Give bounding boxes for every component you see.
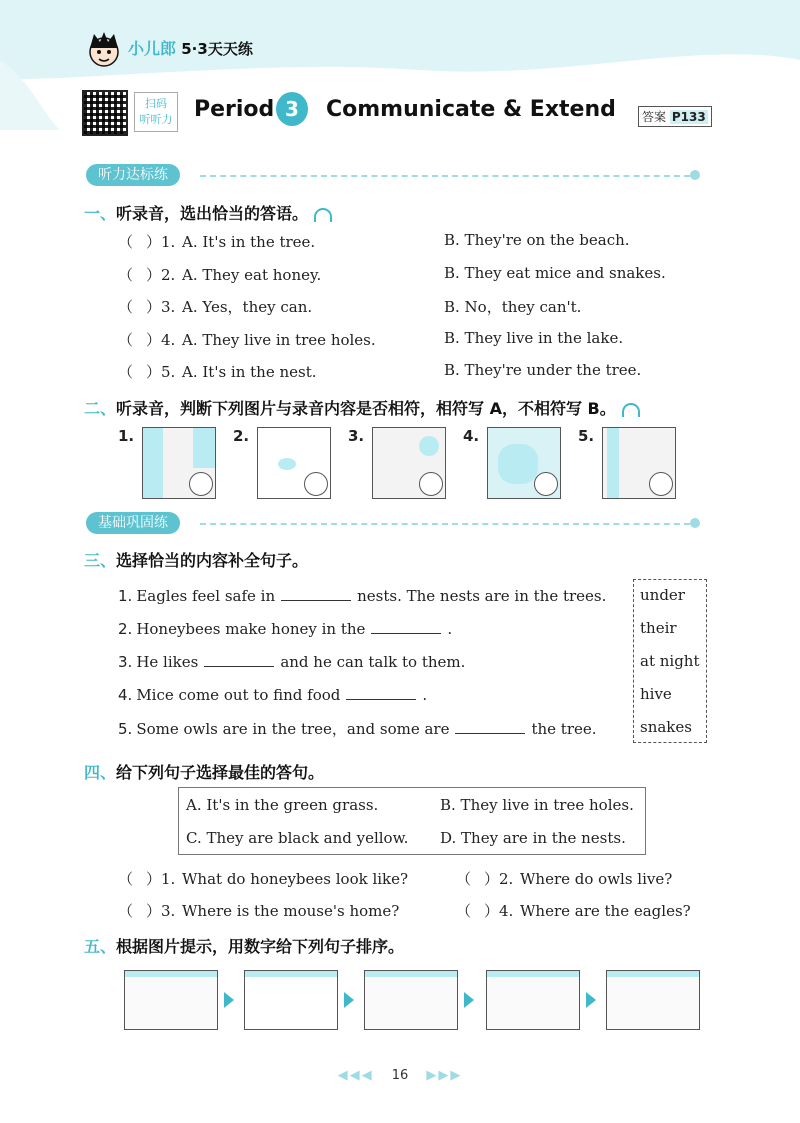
- brand-name: 小儿郎: [128, 39, 177, 58]
- q1-instruction: 听录音，选出恰当的答语。: [116, 204, 309, 223]
- q4-question: [456, 868, 672, 889]
- q3-sentence: [118, 685, 427, 704]
- question-number: ）1.: [146, 233, 176, 251]
- fill-blank[interactable]: [371, 619, 441, 634]
- footer-right-marks: ▶▶▶: [426, 1068, 463, 1083]
- divider-end-dot: [690, 170, 700, 180]
- answer-paren[interactable]: （: [118, 233, 134, 251]
- answer-paren[interactable]: （: [118, 298, 134, 316]
- q1-item: [118, 231, 315, 252]
- listen-text: 听听力: [139, 113, 173, 126]
- q1-item: [118, 329, 376, 350]
- q4-number: 四、: [84, 763, 117, 782]
- q3-number: 三、: [84, 551, 117, 570]
- q3-instruction: 选择恰当的内容补全句子。: [116, 551, 309, 570]
- option-b: B. They eat mice and snakes.: [444, 263, 666, 282]
- mascot-icon: [84, 30, 124, 72]
- question-number: ）5.: [146, 363, 176, 381]
- q3-sentence: [118, 586, 606, 605]
- option-d: D. They are in the nests.: [440, 829, 626, 847]
- story-picture-4: [486, 970, 580, 1030]
- q2-instruction: 听录音，判断下列图片与录音内容是否相符，相符写 A，不相符写 B。: [116, 399, 616, 418]
- next-arrow-icon: [464, 992, 474, 1008]
- eagle-nest-picture: [142, 427, 216, 499]
- sentence-pre: Mice come out to find food: [136, 686, 341, 704]
- question-number: ）4.: [484, 902, 514, 920]
- word-bank-item: snakes: [640, 718, 692, 736]
- sentence-post: .: [447, 620, 453, 638]
- q4-heading: [84, 760, 324, 783]
- sentence-number: 2.: [118, 620, 133, 638]
- q4-question: [118, 868, 408, 889]
- period-number-badge: 3: [276, 92, 308, 126]
- sentence-number: 1.: [118, 587, 133, 605]
- snakes-tree-picture: [372, 427, 446, 499]
- footer-left-marks: ◀◀◀: [337, 1068, 374, 1083]
- question-text: What do honeybees look like?: [182, 870, 409, 888]
- sentence-pre: He likes: [136, 653, 199, 671]
- q5-instruction: 根据图片提示，用数字给下列句子排序。: [116, 937, 405, 956]
- story-picture-1: [124, 970, 218, 1030]
- q1-item: [118, 361, 317, 382]
- answer-reference: [638, 106, 712, 127]
- question-number: ）3.: [146, 902, 176, 920]
- question-number: ）4.: [146, 330, 176, 349]
- answer-paren[interactable]: （: [118, 363, 134, 381]
- sentence-pre: Honeybees make honey in the: [136, 620, 366, 638]
- q2-heading: [84, 396, 640, 419]
- section-divider: [200, 175, 690, 177]
- scan-listen-label: [134, 92, 178, 132]
- question-number: ）1.: [146, 870, 176, 888]
- sentence-pre: Some owls are in the tree，and some are: [136, 720, 450, 738]
- sentence-pre: Eagles feel safe in: [136, 587, 276, 605]
- answer-label: 答案: [642, 110, 667, 124]
- answer-circle[interactable]: [419, 472, 443, 496]
- q5-heading: [84, 934, 404, 957]
- answer-circle[interactable]: [649, 472, 673, 496]
- question-text: Where do owls live?: [520, 870, 673, 888]
- q3-sentence: [118, 652, 465, 671]
- page-title: Communicate & Extend: [326, 97, 616, 122]
- option-a: A. Yes，they can.: [182, 298, 313, 316]
- q1-item: [118, 296, 312, 317]
- option-b: B. They're under the tree.: [444, 361, 642, 379]
- picture-label: 3.: [348, 427, 365, 445]
- answer-paren[interactable]: （: [118, 870, 134, 888]
- scan-text: 扫码: [145, 97, 167, 110]
- owl-tree-hole-picture: [602, 427, 676, 499]
- q3-heading: [84, 548, 308, 571]
- answer-circle[interactable]: [534, 472, 558, 496]
- q1-number: 一、: [84, 204, 117, 223]
- mouse-hole-picture: [487, 427, 561, 499]
- fill-blank[interactable]: [204, 652, 274, 667]
- answer-paren[interactable]: （: [456, 902, 472, 920]
- section-divider: [200, 523, 690, 525]
- picture-label: 2.: [233, 427, 250, 445]
- next-arrow-icon: [586, 992, 596, 1008]
- option-a: A. It's in the tree.: [182, 233, 316, 251]
- answer-circle[interactable]: [304, 472, 328, 496]
- fill-blank[interactable]: [346, 685, 416, 700]
- option-b: B. They're on the beach.: [444, 231, 630, 249]
- option-b: B. No，they can't.: [444, 298, 582, 316]
- option-a: A. It's in the nest.: [182, 363, 317, 381]
- sentence-post: nests. The nests are in the trees.: [357, 587, 607, 605]
- question-text: Where are the eagles?: [520, 902, 691, 920]
- period-label: Period: [194, 97, 275, 122]
- question-number: ）3.: [146, 298, 176, 316]
- section-tab-listening: 听力达标练: [86, 164, 180, 186]
- q4-instruction: 给下列句子选择最佳的答句。: [116, 763, 325, 782]
- q1-heading: [84, 201, 332, 224]
- section-tab-basic: 基础巩固练: [86, 512, 180, 534]
- fill-blank[interactable]: [281, 586, 351, 601]
- q4-question: [456, 900, 691, 921]
- story-picture-5: [606, 970, 700, 1030]
- sentence-number: 5.: [118, 720, 133, 738]
- brand-title: [128, 36, 253, 59]
- fill-blank[interactable]: [455, 719, 525, 734]
- answer-page: P133: [671, 110, 706, 124]
- option-b: B. They live in the lake.: [444, 328, 624, 347]
- picture-label: 4.: [463, 427, 480, 445]
- brand-series: 5·3天天练: [181, 40, 253, 58]
- word-bank-item: at night: [640, 652, 700, 670]
- question-text: Where is the mouse's home?: [182, 902, 400, 920]
- sentence-post: .: [422, 686, 428, 704]
- q5-number: 五、: [84, 937, 117, 956]
- sentence-post: and he can talk to them.: [280, 653, 466, 671]
- next-arrow-icon: [224, 992, 234, 1008]
- word-bank-item: hive: [640, 685, 672, 703]
- option-a: A. They live in tree holes.: [182, 330, 376, 349]
- option-b: B. They live in tree holes.: [440, 796, 634, 814]
- page-number: 16: [391, 1068, 409, 1083]
- word-bank-item: their: [640, 619, 677, 637]
- next-arrow-icon: [344, 992, 354, 1008]
- option-a: A. It's in the green grass.: [186, 796, 379, 814]
- option-a: A. They eat honey.: [182, 265, 322, 284]
- sentence-number: 3.: [118, 653, 133, 671]
- story-picture-3: [364, 970, 458, 1030]
- headphones-icon[interactable]: [314, 208, 332, 222]
- q2-number: 二、: [84, 399, 117, 418]
- q1-item: [118, 264, 321, 285]
- honeybees-picture: [257, 427, 331, 499]
- qr-code-icon[interactable]: [82, 90, 128, 136]
- word-bank-item: under: [640, 586, 685, 604]
- picture-label: 1.: [118, 427, 135, 445]
- answer-paren[interactable]: （: [118, 265, 134, 284]
- sentence-number: 4.: [118, 686, 133, 704]
- sentence-post: the tree.: [531, 720, 597, 738]
- picture-label: 5.: [578, 427, 595, 445]
- headphones-icon[interactable]: [622, 403, 640, 417]
- divider-end-dot: [690, 518, 700, 528]
- question-number: ）2.: [484, 870, 514, 888]
- q3-sentence: [118, 619, 452, 638]
- q3-sentence: [118, 718, 597, 739]
- answer-paren[interactable]: （: [118, 902, 134, 920]
- story-picture-2: [244, 970, 338, 1030]
- q4-question: [118, 900, 399, 921]
- answer-paren[interactable]: （: [456, 870, 472, 888]
- question-number: ）2.: [146, 265, 176, 284]
- answer-paren[interactable]: （: [118, 330, 134, 349]
- option-c: C. They are black and yellow.: [186, 829, 409, 847]
- answer-circle[interactable]: [189, 472, 213, 496]
- page-footer: [0, 1068, 800, 1083]
